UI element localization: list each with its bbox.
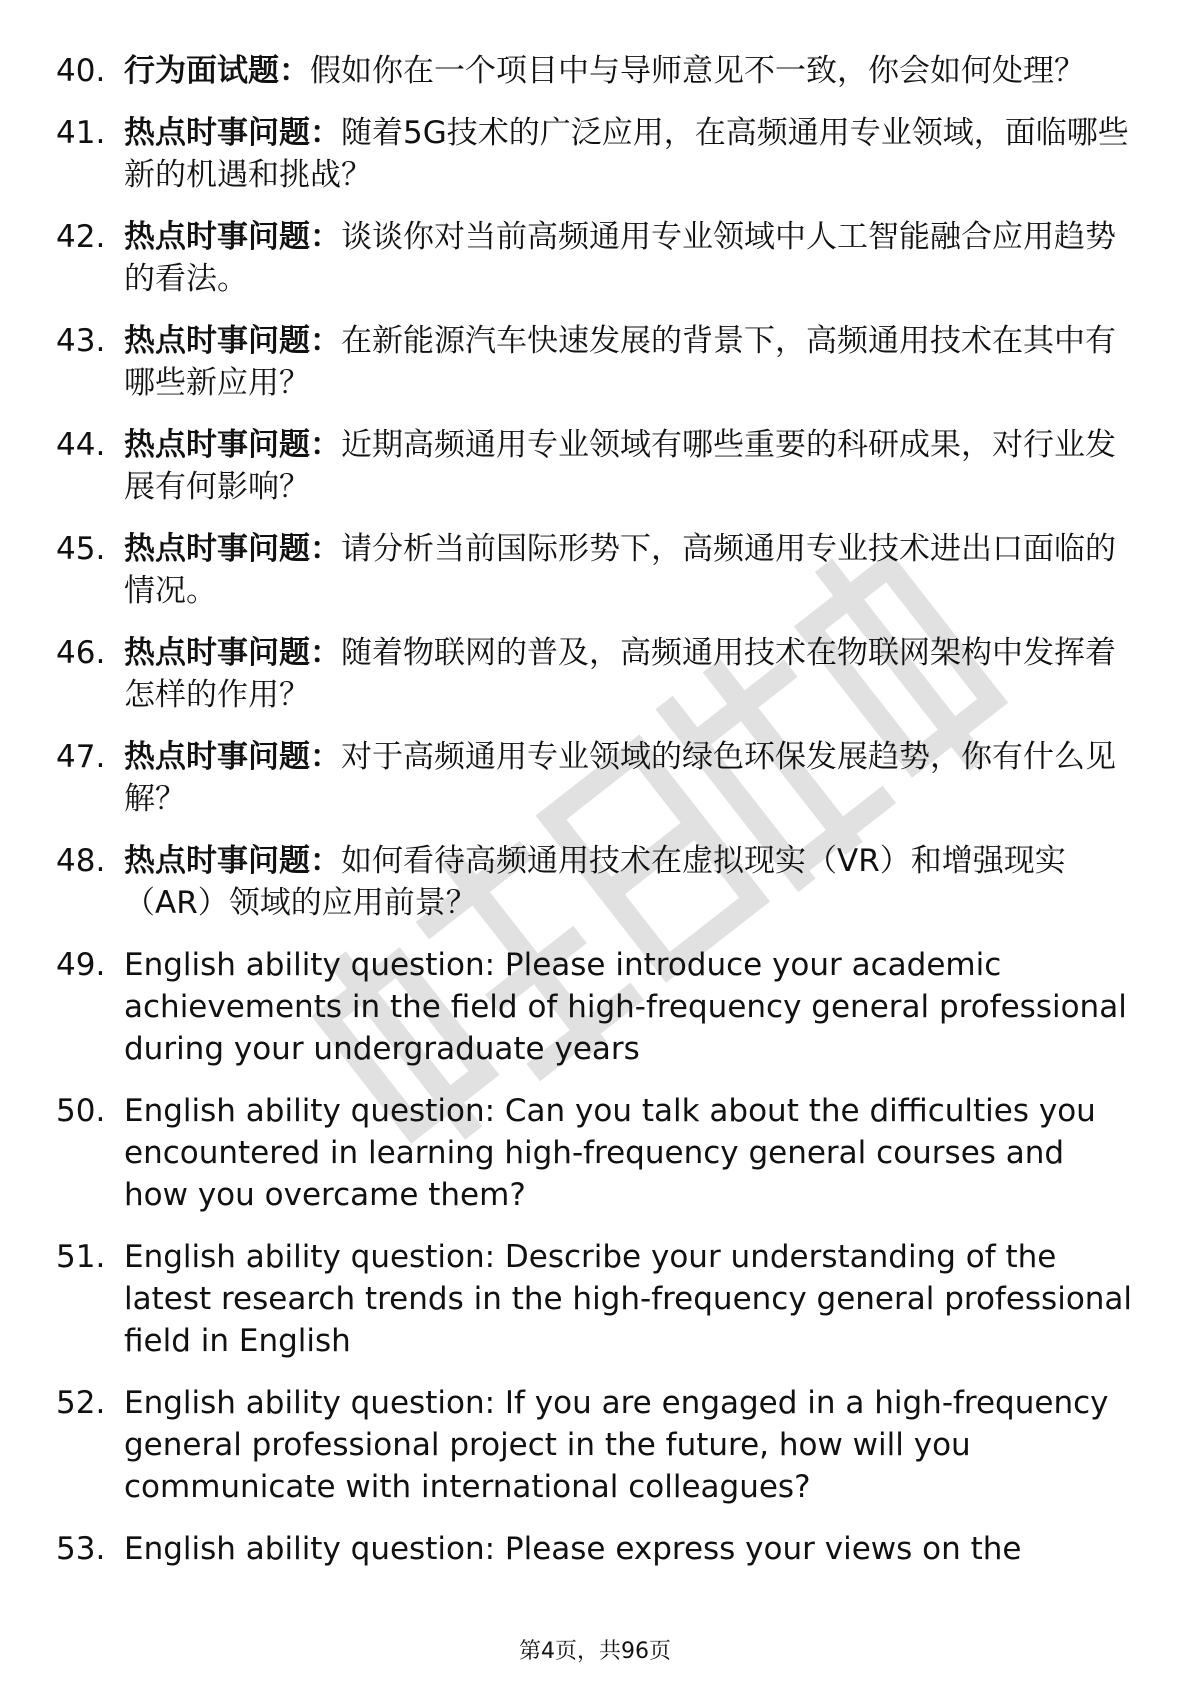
question-category: 热点时事问题： <box>124 427 341 463</box>
question-body <box>124 50 1136 92</box>
question-body <box>124 320 1136 404</box>
question-body <box>124 1528 1136 1570</box>
page-footer <box>0 1638 1190 1666</box>
question-number: 43. <box>56 323 106 359</box>
question-number: 41. <box>56 115 106 151</box>
question-text: 假如你在一个项目中与导师意见不一致，你会如何处理？ <box>310 53 1085 89</box>
question-category: 热点时事问题： <box>124 843 341 879</box>
question-number: 40. <box>56 53 106 89</box>
question-item <box>56 424 1136 508</box>
question-body <box>124 1090 1136 1216</box>
question-text: 在新能源汽车快速发展的背景下，高频通用技术在其中有哪些新应用？ <box>124 323 1116 401</box>
question-item <box>56 632 1136 716</box>
question-item <box>56 1382 1136 1508</box>
question-text: English ability question: If you are engaged in a high-frequency general professional project in the future, how will you communicate with international colleagues? <box>124 1385 1109 1505</box>
question-list <box>56 50 1136 1590</box>
question-text: 随着5G技术的广泛应用，在高频通用专业领域，面临哪些新的机遇和挑战？ <box>124 115 1129 193</box>
question-body <box>124 112 1136 196</box>
question-number: 42. <box>56 219 106 255</box>
question-category: 热点时事问题： <box>124 739 341 775</box>
question-category: 热点时事问题： <box>124 531 341 567</box>
question-number: 44. <box>56 427 106 463</box>
question-category: 热点时事问题： <box>124 115 341 151</box>
question-item <box>56 840 1136 924</box>
question-body <box>124 1236 1136 1362</box>
question-number: 49. <box>56 947 106 983</box>
question-number: 53. <box>56 1531 106 1567</box>
question-number: 47. <box>56 739 106 775</box>
question-item <box>56 736 1136 820</box>
question-text: 谈谈你对当前高频通用专业领域中人工智能融合应用趋势的看法。 <box>124 219 1116 297</box>
question-body <box>124 840 1136 924</box>
question-number: 52. <box>56 1385 106 1421</box>
question-text: English ability question: Describe your understanding of the latest research trends in the high-frequency general professional field in English <box>124 1239 1133 1359</box>
question-number: 50. <box>56 1093 106 1129</box>
question-body <box>124 944 1136 1070</box>
question-category: 热点时事问题： <box>124 635 341 671</box>
question-number: 48. <box>56 843 106 879</box>
question-body <box>124 736 1136 820</box>
question-text: 对于高频通用专业领域的绿色环保发展趋势，你有什么见解？ <box>124 739 1116 817</box>
question-body <box>124 216 1136 300</box>
question-text: 如何看待高频通用技术在虚拟现实（VR）和增强现实（AR）领域的应用前景？ <box>124 843 1066 921</box>
question-text: 请分析当前国际形势下，高频通用专业技术进出口面临的情况。 <box>124 531 1116 609</box>
question-body <box>124 632 1136 716</box>
question-number: 51. <box>56 1239 106 1275</box>
question-item <box>56 528 1136 612</box>
question-body <box>124 1382 1136 1508</box>
question-text: English ability question: Please introduce your academic achievements in the field of high-frequency general professional during your undergraduate years <box>124 947 1127 1067</box>
question-text: 近期高频通用专业领域有哪些重要的科研成果，对行业发展有何影响？ <box>124 427 1116 505</box>
question-text: 随着物联网的普及，高频通用技术在物联网架构中发挥着怎样的作用？ <box>124 635 1116 713</box>
question-number: 45. <box>56 531 106 567</box>
question-body <box>124 528 1136 612</box>
question-item <box>56 216 1136 300</box>
question-text: English ability question: Can you talk about the difficulties you encountered in learning high-frequency general courses and how you overcame them? <box>124 1093 1096 1213</box>
question-item <box>56 50 1136 92</box>
question-text: English ability question: Please express your views on the <box>124 1531 1022 1567</box>
question-number: 46. <box>56 635 106 671</box>
page-number-label: 第4页，共96页 <box>519 1639 671 1664</box>
question-item <box>56 112 1136 196</box>
question-item <box>56 1236 1136 1362</box>
question-item <box>56 944 1136 1070</box>
question-item <box>56 1528 1136 1570</box>
question-body <box>124 424 1136 508</box>
question-category: 热点时事问题： <box>124 219 341 255</box>
question-category: 热点时事问题： <box>124 323 341 359</box>
question-item <box>56 320 1136 404</box>
question-item <box>56 1090 1136 1216</box>
question-category: 行为面试题： <box>124 53 310 89</box>
